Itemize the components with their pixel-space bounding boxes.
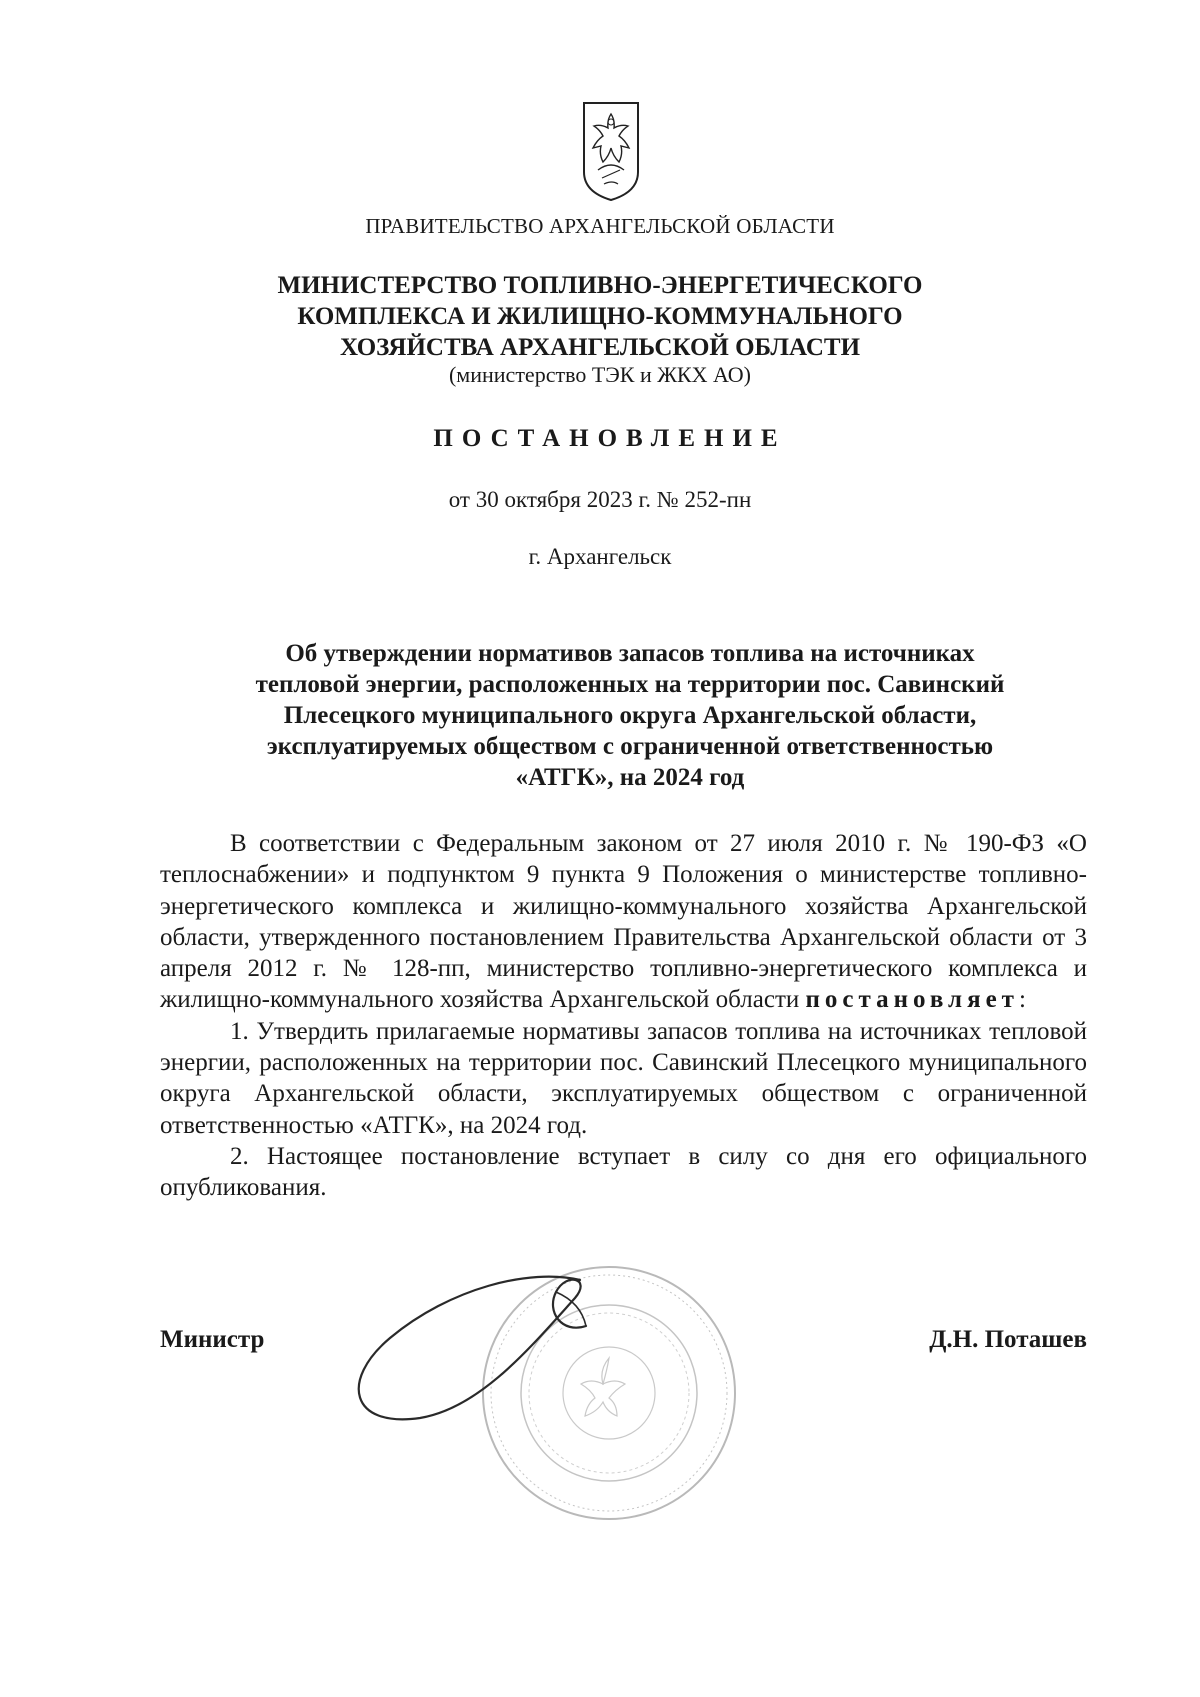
ministry-title-line: МИНИСТЕРСТВО ТОПЛИВНО-ЭНЕРГЕТИЧЕСКОГО [277,272,923,299]
subject-line: тепловой энергии, расположенных на территории пос. Савинский [255,671,1005,698]
decree-word: постановляет [805,986,1019,1014]
ministry-short-name: (министерство ТЭК и ЖКХ АО) [448,362,752,387]
preamble-text: В соответствии с Федеральным законом от 27 июля 2010 г. № 190-ФЗ «О теплоснабжении» и подпунктом 9 пункта 9 Положения о министерстве топливно-энергетического комплекса и жилищно-коммунального хозяйства Архангельской области, утвержденного постановлением Правительства Архангельской области от 3 апреля 2012 г. № 128-пп, министерство топливно-энергетического комплекса и жилищно-коммунального хозяйства Архангельской области [160,830,1087,1014]
ministry-title-line: ХОЗЯЙСТВА АРХАНГЕЛЬСКОЙ ОБЛАСТИ [339,334,861,361]
signatory-position: Министр [160,1326,265,1353]
preamble-paragraph [160,828,1087,1016]
document-date-number: от 30 октября 2023 г. № 252-пн [448,487,752,512]
document-city: г. Архангельск [528,544,672,569]
ministry-title-line: КОМПЛЕКСА И ЖИЛИЩНО-КОММУНАЛЬНОГО [297,303,903,330]
handwritten-signature [330,1268,650,1428]
subject-line: Об утверждении нормативов запасов топлива на источниках [285,640,975,667]
document-subject [170,638,1090,793]
coat-of-arms-icon [580,100,642,202]
decree-colon: : [1018,986,1026,1014]
signatory-name: Д.Н. Поташев [929,1326,1087,1353]
ministry-title [0,270,1200,363]
document-body [160,828,1087,1204]
government-title: ПРАВИТЕЛЬСТВО АРХАНГЕЛЬСКОЙ ОБЛАСТИ [365,214,835,238]
subject-line: Плесецкого муниципального округа Архангельской области, [283,702,977,729]
item-2-paragraph: 2. Настоящее постановление вступает в силу со дня его официального опубликования. [160,1142,1087,1202]
subject-line: эксплуатируемых обществом с ограниченной ответственностью [266,733,994,760]
subject-line: «АТГК», на 2024 год [515,764,745,791]
item-1-paragraph: 1. Утвердить прилагаемые нормативы запасов топлива на источниках тепловой энергии, расположенных на территории пос. Савинский Плесецкого муниципального округа Архангельской области, эксплуатируемых обществом с ограниченной ответственностью «АТГК», на 2024 год. [160,1017,1087,1139]
document-type: ПОСТАНОВЛЕНИЕ [433,425,787,452]
